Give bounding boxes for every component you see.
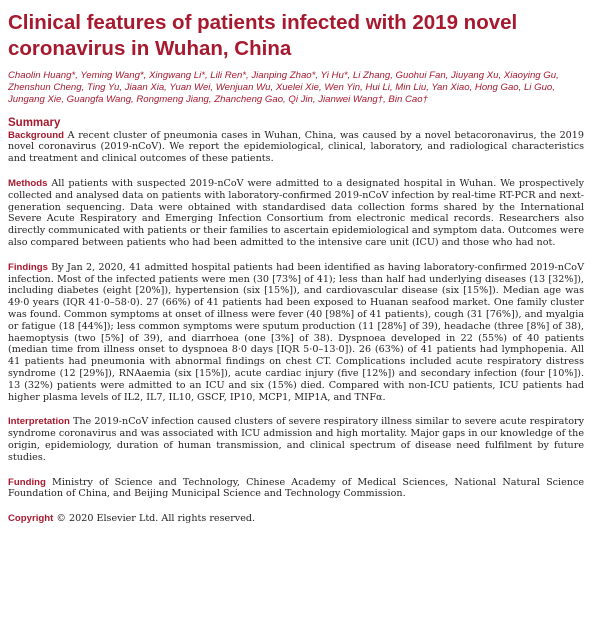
paper-title: Clinical features of patients infected with 2019 novel coronavirus in Wuhan, China (8, 11, 518, 60)
summary-heading: Summary (8, 116, 61, 129)
funding-section (8, 477, 584, 501)
interpretation-section (8, 416, 584, 463)
author-list: Chaolin Huang*, Yeming Wang*, Xingwang Li*, Lili Ren*, Jianping Zhao*, Yi Hu*, Li Zhang, Guohui Fan, Jiuyang Xu, Xiaoying Gu, Zhenshun Cheng, Ting Yu, Jiaan Xia, Yuan Wei, Wenjuan Wu, Xuelei Xie, Wen Yin, Hui Li, Min Liu, Yan Xiao, Hong Gao, Li Guo, Jungang Xie, Guangfa Wang, Rongmeng Jiang, Zhancheng Gao, Qi Jin, Jianwei Wang†, Bin Cao† (8, 70, 559, 106)
findings-section (8, 262, 584, 404)
funding-text: Ministry of Science and Technology, Chinese Academy of Medical Sciences, National Natural Science Foundation of China, and Beijing Municipal Science and Technology Commission. (8, 476, 584, 500)
interpretation-label: Interpretation (8, 416, 70, 428)
funding-label: Funding (8, 476, 46, 488)
background-text: A recent cluster of pneumonia cases in Wuhan, China, was caused by a novel betacoronavirus, the 2019 novel coronavirus (2019-nCoV). We report the epidemiological, clinical, laboratory, and radiological characteristics and treatment and clinical outcomes of these patients. (8, 129, 584, 165)
background-section (8, 130, 584, 165)
background-label: Background (8, 129, 64, 141)
copyright-text: © 2020 Elsevier Ltd. All rights reserved. (53, 513, 256, 525)
methods-label: Methods (8, 178, 48, 189)
methods-text: All patients with suspected 2019-nCoV were admitted to a designated hospital in Wuhan. We prospectively collected and analysed data on patients with laboratory-confirmed 2019-nCoV infection by real-time RT-PCR and next-generation sequencing. Data were obtained with standardised data collection forms shared by the International Severe Acute Respiratory and Emerging Infection Consortium from electronic medical records. Researchers also directly communicated with patients or their families to ascertain epidemiological and symptom data. Outcomes were also compared between patients who had been admitted to the intensive care unit (ICU) and those who had not. (8, 178, 584, 248)
findings-label: Findings (8, 261, 48, 273)
findings-text: By Jan 2, 2020, 41 admitted hospital patients had been identified as having laboratory-confirmed 2019-nCoV infection. Most of the infected patients were men (30 [73%] of 41); less than half had underlying diseases (13 [32%]), including diabetes (eight [20%]), hypertension (six [15%]), and cardiovascular disease (six [15%]). Median age was 49·0 years (IQR 41·0–58·0). 27 (66%) of 41 patients had been exposed to Huanan seafood market. One family cluster was found. Common symptoms at onset of illness were fever (40 [98%] of 41 patients), cough (31 [76%]), and myalgia or fatigue (18 [44%]); less common symptoms were sputum production (11 [28%] of 39), headache (three [8%] of 38), haemoptysis (two [5%] of 39), and diarrhoea (one [3%] of 38). Dyspnoea developed in 22 (55%) of 40 patients (median time from illness onset to dyspnoea 8·0 days [IQR 5·0–13·0]). 26 (63%) of 41 patients had lymphopenia. All 41 patients had pneumonia with abnormal findings on chest CT. Complications included acute respiratory distress syndrome (12 [29%]), RNAaemia (six [15%]), acute cardiac injury (five [12%]) and secondary infection (four [10%]). 13 (32%) patients were admitted to an ICU and six (15%) died. Compared with non-ICU patients, ICU patients had higher plasma levels of IL2, IL7, IL10, GSCF, IP10, MCP1, MIP1A, and TNFα. (8, 261, 584, 403)
copyright-section (8, 513, 584, 525)
interpretation-text: The 2019-nCoV infection caused clusters of severe respiratory illness similar to severe acute respiratory syndrome coronavirus and was associated with ICU admission and high mortality. Major gaps in our knowledge of the origin, epidemiology, duration of human transmission, and clinical spectrum of disease need fulfilment by future studies. (8, 416, 584, 463)
methods-section (8, 178, 584, 249)
copyright-label: Copyright (8, 513, 54, 525)
